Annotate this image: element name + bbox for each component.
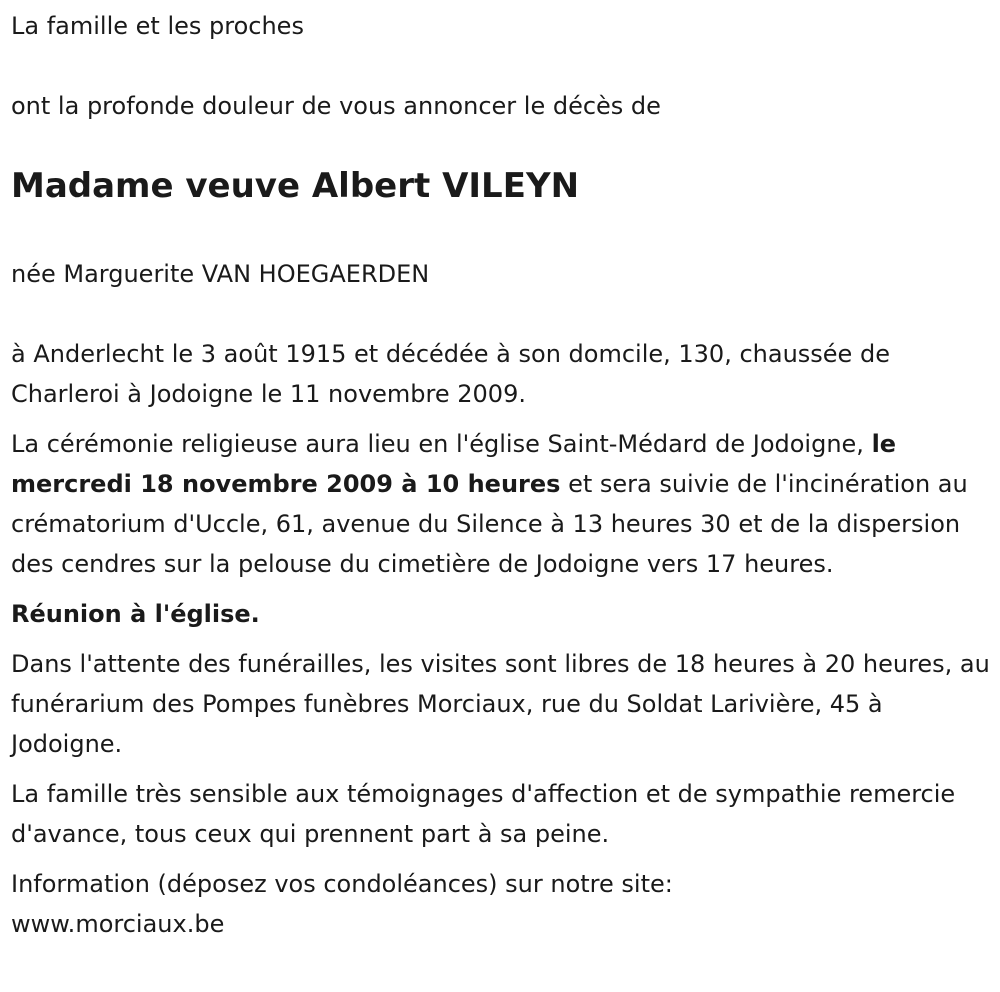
website-link[interactable]: www.morciaux.be: [11, 910, 225, 938]
ceremony-text-start: La cérémonie religieuse aura lieu en l'église Saint-Médard de Jodoigne,: [11, 430, 872, 458]
meeting-text: Réunion à l'église.: [11, 600, 260, 628]
announcement-text: ont la profonde douleur de vous annoncer le décès de: [11, 92, 661, 120]
meeting-paragraph: [11, 594, 991, 634]
deceased-name: Madame veuve Albert VILEYN: [11, 166, 580, 206]
ceremony-paragraph: [11, 424, 991, 584]
maiden-name: née Marguerite VAN HOEGAERDEN: [11, 260, 430, 288]
ceremony-text-end: et sera suivie de l'incinération au crématorium d'Uccle, 61, avenue du Silence à 13 heures 30 et de la dispersion des cendres sur la pelouse du cimetière de Jodoigne vers 17 heures.: [11, 470, 968, 578]
thanks-paragraph: La famille très sensible aux témoignages d'affection et de sympathie remercie d'avance, tous ceux qui prennent part à sa peine.: [11, 780, 956, 848]
visits-paragraph: Dans l'attente des funérailles, les visites sont libres de 18 heures à 20 heures, au funérarium des Pompes funèbres Morciaux, rue du Soldat Larivière, 45 à Jodoigne.: [11, 650, 990, 758]
info-paragraph: [11, 864, 991, 944]
ceremony-date: le mercredi 18 novembre 2009 à 10 heures: [11, 430, 897, 498]
notice-body: [11, 334, 991, 954]
info-text: Information (déposez vos condoléances) sur notre site:: [11, 870, 673, 898]
birth-death-paragraph: à Anderlecht le 3 août 1915 et décédée à son domcile, 130, chaussée de Charleroi à Jodoigne le 11 novembre 2009.: [11, 340, 890, 408]
intro-text: La famille et les proches: [11, 12, 304, 40]
